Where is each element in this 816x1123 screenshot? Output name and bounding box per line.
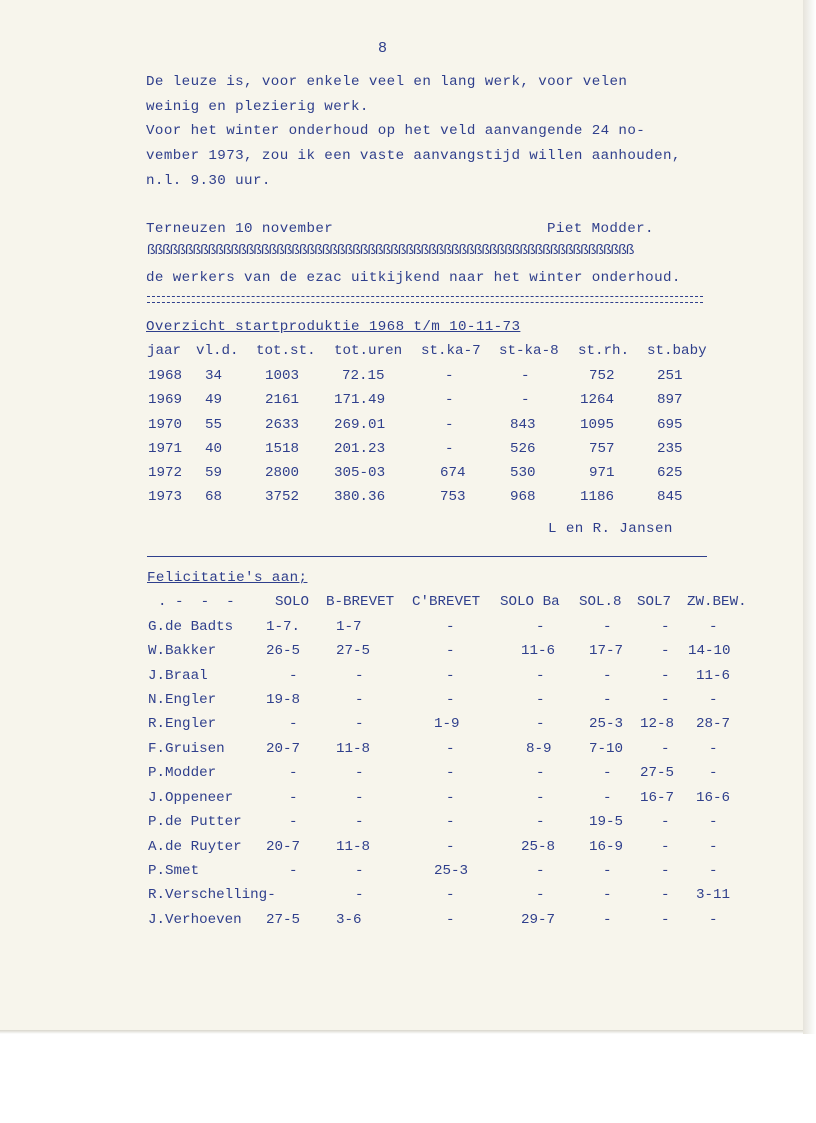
congrats-cell: -: [289, 668, 298, 684]
header-dash-marks: . - - -: [158, 594, 235, 610]
congrats-cell: 14-10: [688, 643, 731, 659]
congrats-cell: -: [446, 887, 455, 903]
congrats-cell: -: [709, 619, 718, 635]
congrats-cell: -: [661, 619, 670, 635]
paper-edge: [0, 1030, 803, 1034]
overview-cell: 674: [440, 465, 466, 481]
overview-cell: -: [445, 441, 454, 457]
overview-cell: -: [445, 368, 454, 384]
member-name: R.Verschelling-: [148, 887, 276, 903]
overview-cell: 34: [205, 368, 223, 384]
overview-cell: 1186: [580, 489, 615, 505]
congrats-cell: -: [603, 790, 612, 806]
overview-cell: 968: [510, 489, 536, 505]
congrats-cell: 1-7: [336, 619, 362, 635]
congrats-cell: 8-9: [526, 741, 552, 757]
overview-cell: 695: [657, 417, 683, 433]
congrats-cell: 29-7: [521, 912, 556, 928]
overview-cell: 1971: [148, 441, 183, 457]
congrats-cell: -: [709, 741, 718, 757]
congrats-cell: 16-7: [640, 790, 675, 806]
congrats-cell: -: [446, 741, 455, 757]
congrats-header: SOLO Ba: [500, 594, 560, 610]
congrats-header: B-BREVET: [326, 594, 395, 610]
overview-cell: 971: [589, 465, 615, 481]
congrats-cell: -: [709, 765, 718, 781]
intro-line: vember 1973, zou ik een vaste aanvangstijd willen aanhouden,: [146, 148, 681, 164]
congrats-cell: -: [355, 863, 364, 879]
member-name: W.Bakker: [148, 643, 217, 659]
overview-cell: -: [445, 417, 454, 433]
overview-cell: 40: [205, 441, 223, 457]
overview-cell: -: [521, 368, 530, 384]
overview-cell: 1973: [148, 489, 183, 505]
congrats-cell: -: [355, 692, 364, 708]
congrats-cell: 19-8: [266, 692, 301, 708]
overview-cell: 1969: [148, 392, 183, 408]
overview-cell: 1518: [265, 441, 300, 457]
overview-cell: 757: [589, 441, 615, 457]
slogan: de werkers van de ezac uitkijkend naar het winter onderhoud.: [146, 270, 681, 286]
overview-header: jaar: [147, 343, 182, 359]
congrats-cell: -: [355, 765, 364, 781]
congrats-header: SOLO: [275, 594, 310, 610]
congrats-cell: -: [536, 814, 545, 830]
congrats-cell: 16-9: [589, 839, 624, 855]
congrats-cell: -: [661, 692, 670, 708]
congrats-cell: -: [446, 912, 455, 928]
overview-cell: 1968: [148, 368, 183, 384]
intro-line: n.l. 9.30 uur.: [146, 173, 271, 189]
congrats-cell: -: [446, 619, 455, 635]
member-name: N.Engler: [148, 692, 217, 708]
overview-cell: 49: [205, 392, 223, 408]
overview-cell: 55: [205, 417, 223, 433]
congrats-cell: 3-6: [336, 912, 362, 928]
congrats-cell: -: [603, 887, 612, 903]
congrats-cell: -: [536, 619, 545, 635]
congrats-cell: -: [536, 887, 545, 903]
congrats-cell: -: [355, 668, 364, 684]
intro-line: Voor het winter onderhoud op het veld aanvangende 24 no-: [146, 123, 646, 139]
overview-header: vl.d.: [196, 343, 239, 359]
member-name: P.Modder: [148, 765, 217, 781]
congrats-cell: -: [709, 839, 718, 855]
double-rule: [147, 296, 703, 303]
overview-cell: 843: [510, 417, 536, 433]
congrats-cell: -: [661, 643, 670, 659]
congrats-cell: -: [289, 814, 298, 830]
congrats-header: SOL.8: [579, 594, 622, 610]
congrats-cell: -: [536, 863, 545, 879]
overview-cell: 68: [205, 489, 223, 505]
congrats-cell: -: [289, 765, 298, 781]
congrats-cell: -: [661, 814, 670, 830]
congrats-cell: 27-5: [266, 912, 301, 928]
overview-cell: 2161: [265, 392, 300, 408]
congrats-cell: 3-11: [696, 887, 731, 903]
overview-cell: 526: [510, 441, 536, 457]
congrats-cell: -: [289, 863, 298, 879]
congrats-cell: 26-5: [266, 643, 301, 659]
congrats-cell: 11-6: [521, 643, 556, 659]
overview-header: tot.st.: [256, 343, 316, 359]
congrats-cell: -: [289, 716, 298, 732]
congrats-cell: 28-7: [696, 716, 731, 732]
overview-cell: 3752: [265, 489, 300, 505]
congrats-cell: -: [355, 790, 364, 806]
overview-cell: 1264: [580, 392, 615, 408]
congrats-cell: 7-10: [589, 741, 624, 757]
congrats-cell: -: [536, 668, 545, 684]
congrats-cell: -: [709, 863, 718, 879]
page-number: 8: [378, 40, 388, 57]
overview-cell: 305-03: [334, 465, 386, 481]
member-name: G.de Badts: [148, 619, 234, 635]
congrats-cell: 12-8: [640, 716, 675, 732]
congrats-cell: -: [355, 814, 364, 830]
congrats-cell: -: [289, 790, 298, 806]
member-name: J.Oppeneer: [148, 790, 234, 806]
member-name: P.Smet: [148, 863, 200, 879]
congrats-cell: 11-8: [336, 839, 371, 855]
congrats-cell: 17-7: [589, 643, 624, 659]
member-name: J.Braal: [148, 668, 208, 684]
congrats-cell: -: [603, 619, 612, 635]
member-name: A.de Ruyter: [148, 839, 242, 855]
congrats-cell: -: [536, 692, 545, 708]
place-date: Terneuzen 10 november: [146, 221, 334, 237]
congrats-cell: -: [661, 839, 670, 855]
member-name: F.Gruisen: [148, 741, 225, 757]
overview-cell: 72.15: [342, 368, 385, 384]
congrats-cell: 11-8: [336, 741, 371, 757]
congrats-cell: -: [446, 643, 455, 659]
overview-header: st.baby: [647, 343, 707, 359]
congrats-cell: -: [603, 765, 612, 781]
congrats-cell: 1-9: [434, 716, 460, 732]
overview-cell: 269.01: [334, 417, 386, 433]
congrats-cell: -: [661, 863, 670, 879]
congrats-cell: -: [355, 887, 364, 903]
congrats-cell: -: [661, 741, 670, 757]
overview-cell: 1095: [580, 417, 615, 433]
overview-cell: -: [521, 392, 530, 408]
overview-cell: 171.49: [334, 392, 386, 408]
congrats-cell: 20-7: [266, 839, 301, 855]
congrats-cell: 27-5: [336, 643, 371, 659]
congrats-cell: -: [709, 912, 718, 928]
congrats-cell: 27-5: [640, 765, 675, 781]
overview-cell: 1972: [148, 465, 183, 481]
overview-cell: 530: [510, 465, 536, 481]
member-name: R.Engler: [148, 716, 217, 732]
overview-cell: 1003: [265, 368, 300, 384]
overview-cell: 2800: [265, 465, 300, 481]
overview-cell: 380.36: [334, 489, 386, 505]
congrats-cell: -: [355, 716, 364, 732]
congrats-cell: 19-5: [589, 814, 624, 830]
congrats-cell: -: [603, 912, 612, 928]
overview-header: st.rh.: [578, 343, 630, 359]
congrats-cell: -: [603, 863, 612, 879]
member-name: P.de Putter: [148, 814, 242, 830]
congrats-cell: -: [603, 668, 612, 684]
overview-cell: 201.23: [334, 441, 386, 457]
overview-cell: 625: [657, 465, 683, 481]
congrats-header: ZW.BEW.: [687, 594, 747, 610]
congrats-cell: -: [446, 668, 455, 684]
congrats-header: SOL7: [637, 594, 672, 610]
overview-cell: 251: [657, 368, 683, 384]
overview-cell: -: [445, 392, 454, 408]
congrats-cell: -: [446, 692, 455, 708]
congrats-cell: 25-8: [521, 839, 556, 855]
section-divider: [147, 556, 707, 557]
overview-cell: 752: [589, 368, 615, 384]
overview-header: tot.uren: [334, 343, 403, 359]
congrats-cell: -: [536, 790, 545, 806]
congrats-cell: 16-6: [696, 790, 731, 806]
congrats-cell: -: [446, 765, 455, 781]
congrats-cell: -: [709, 814, 718, 830]
overview-title: Overzicht startproduktie 1968 t/m 10-11-73: [146, 319, 521, 335]
intro-line: weinig en plezierig werk.: [146, 99, 369, 115]
intro-line: De leuze is, voor enkele veel en lang werk, voor velen: [146, 74, 628, 90]
congrats-cell: -: [661, 887, 670, 903]
overview-credit: L en R. Jansen: [548, 521, 673, 537]
signature: Piet Modder.: [547, 221, 654, 237]
congrats-cell: -: [536, 765, 545, 781]
overview-cell: 2633: [265, 417, 300, 433]
congrats-cell: 20-7: [266, 741, 301, 757]
congrats-cell: -: [446, 814, 455, 830]
congrats-header: C'BREVET: [412, 594, 481, 610]
congrats-title: Felicitatie's aan;: [147, 570, 308, 586]
overview-cell: 845: [657, 489, 683, 505]
overview-header: st-ka-8: [499, 343, 559, 359]
overview-cell: 59: [205, 465, 223, 481]
congrats-cell: -: [536, 716, 545, 732]
congrats-cell: -: [446, 839, 455, 855]
congrats-cell: -: [709, 692, 718, 708]
congrats-cell: 25-3: [589, 716, 624, 732]
overview-cell: 897: [657, 392, 683, 408]
overview-header: st.ka-7: [421, 343, 481, 359]
congrats-cell: 25-3: [434, 863, 469, 879]
member-name: J.Verhoeven: [148, 912, 242, 928]
overstrike-line: ßßßßßßßßßßßßßßßßßßßßßßßßßßßßßßßßßßßßßßßßßßßßßßßßßßßßßßßßßßßßßßßß: [147, 243, 634, 259]
congrats-cell: 11-6: [696, 668, 731, 684]
congrats-cell: -: [661, 668, 670, 684]
overview-cell: 1970: [148, 417, 183, 433]
congrats-cell: -: [603, 692, 612, 708]
congrats-cell: -: [661, 912, 670, 928]
overview-cell: 753: [440, 489, 466, 505]
overview-cell: 235: [657, 441, 683, 457]
congrats-cell: 1-7.: [266, 619, 301, 635]
paper-edge-right: [803, 0, 816, 1034]
congrats-cell: -: [446, 790, 455, 806]
